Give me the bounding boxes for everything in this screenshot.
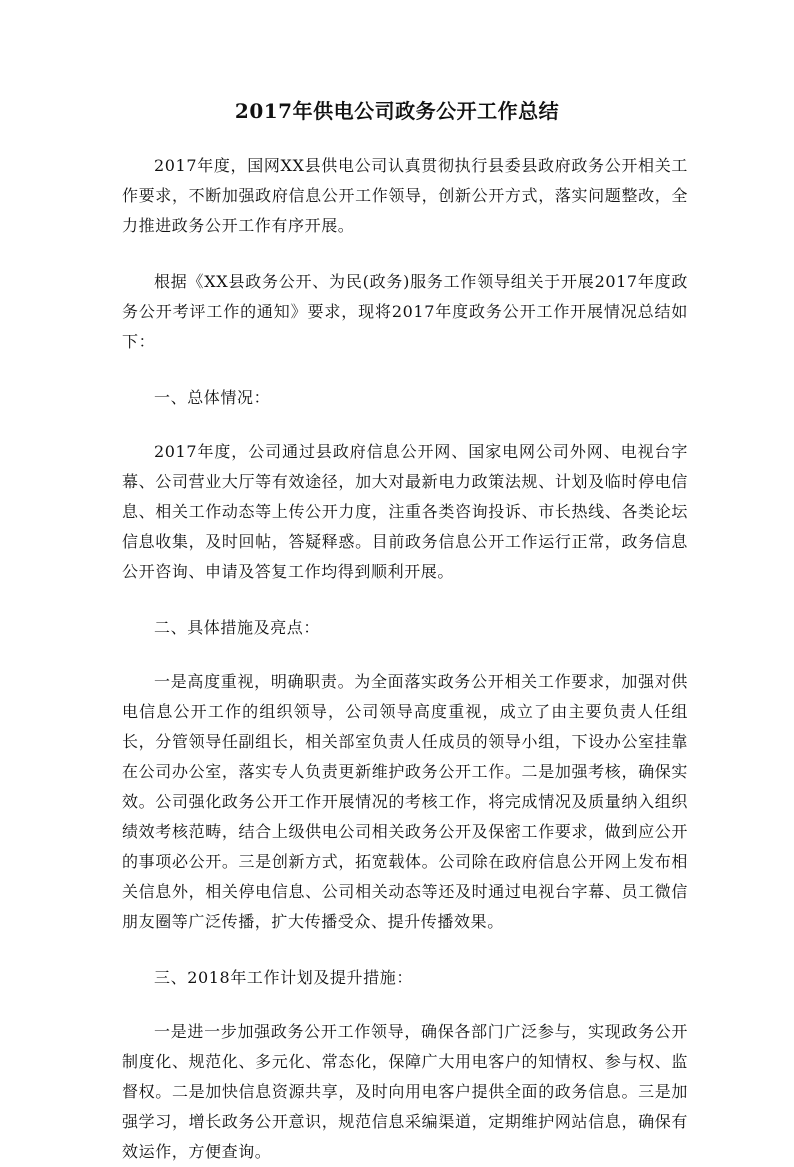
- document-body: [122, 151, 688, 1167]
- plan-paragraph: 一是进一步加强政务公开工作领导，确保各部门广泛参与，实现政务公开制度化、规范化、多元化、常态化，保障广大用电客户的知情权、参与权、监督权。二是加快信息资源共享，及时向用电客户提供全面的政务信息。三是加强学习，增长政务公开意识，规范信息采编渠道，定期维护网站信息，确保有效运作，方便查询。: [122, 1022, 688, 1161]
- intro-paragraph: 2017年度，国网XX县供电公司认真贯彻执行县委县政府政务公开相关工作要求，不断加强政府信息公开工作领导，创新公开方式，落实问题整改，全力推进政务公开工作有序开展。: [122, 156, 688, 235]
- document-title: 2017年供电公司政务公开工作总结: [234, 99, 560, 123]
- notice-paragraph: 根据《XX县政务公开、为民(政务)服务工作领导组关于开展2017年度政务公开考评工作的通知》要求，现将2017年度政务公开工作开展情况总结如下：: [122, 272, 688, 351]
- measures-paragraph: 一是高度重视，明确职责。为全面落实政务公开相关工作要求，加强对供电信息公开工作的组织领导，公司领导高度重视，成立了由主要负责人任组长，分管领导任副组长，相关部室负责人任成员的领导小组，下设办公室挂靠在公司办公室，落实专人负责更新维护政务公开工作。二是加强考核，确保实效。公司强化政务公开工作开展情况的考核工作，将完成情况及质量纳入组织绩效考核范畴，结合上级供电公司相关政务公开及保密工作要求，做到应公开的事项必公开。三是创新方式，拓宽载体。公司除在政府信息公开网上发布相关信息外，相关停电信息、公司相关动态等还及时通过电视台字幕、员工微信朋友圈等广泛传播，扩大传播受众、提升传播效果。: [122, 672, 688, 931]
- overall-paragraph: 2017年度，公司通过县政府信息公开网、国家电网公司外网、电视台字幕、公司营业大厅等有效途径，加大对最新电力政策法规、计划及临时停电信息、相关工作动态等上传公开力度，注重各类咨询投诉、市长热线、各类论坛信息收集，及时回帖，答疑释惑。目前政务信息公开工作运行正常，政务信息公开咨询、申请及答复工作均得到顺利开展。: [122, 442, 688, 581]
- section-heading-plan: 三、2018年工作计划及提升措施：: [154, 968, 413, 987]
- section-heading-overall: 一、总体情况：: [154, 388, 271, 407]
- section-heading-measures: 二、具体措施及亮点：: [154, 618, 321, 637]
